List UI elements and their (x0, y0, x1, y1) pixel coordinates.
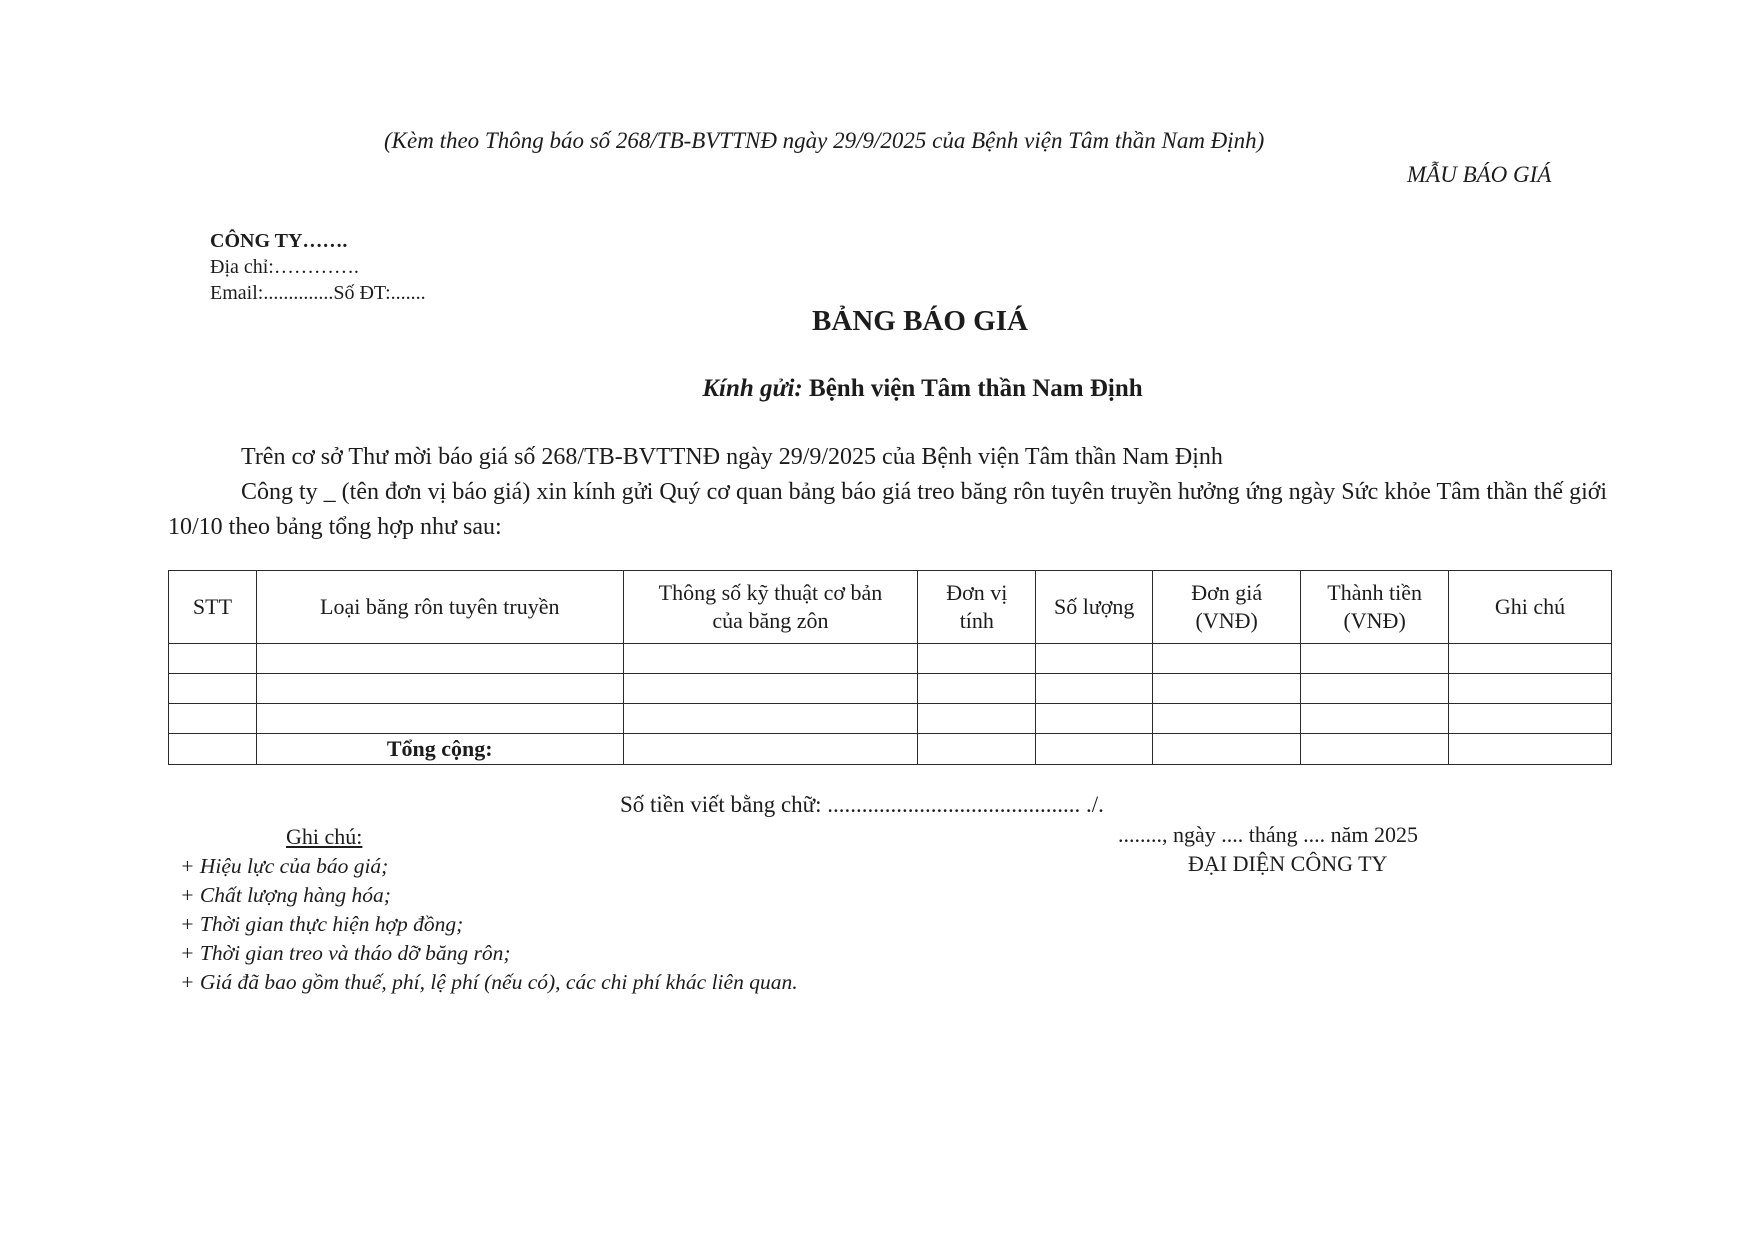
table-cell (623, 644, 918, 674)
table-cell (1153, 734, 1301, 765)
table-cell (1301, 674, 1449, 704)
table-cell (1449, 674, 1612, 704)
amount-in-words: Số tiền viết bằng chữ: ............................................ ./. (620, 792, 1104, 817)
list-item: + Giá đã bao gồm thuế, phí, lệ phí (nếu có), các chi phí khác liên quan. (180, 970, 798, 994)
table-cell (1153, 644, 1301, 674)
header-banner-type: Loại băng rôn tuyên truyền (256, 571, 623, 644)
table-row (169, 704, 1612, 734)
table-cell (256, 704, 623, 734)
table-cell (918, 674, 1036, 704)
document-title: BẢNG BÁO GIÁ (812, 305, 1028, 337)
header-amount: Thành tiền (VNĐ) (1301, 571, 1449, 644)
list-item: + Chất lượng hàng hóa; (180, 883, 391, 907)
intro-line-2: Công ty _ (tên đơn vị báo giá) xin kính gửi Quý cơ quan bảng báo giá treo băng rôn tuyên truyền hưởng ứng ngày Sức khỏe Tâm thần thế giới 10/10 theo bảng tổng hợp như sau: (168, 479, 1608, 540)
quote-table (168, 570, 1612, 765)
table-cell (256, 644, 623, 674)
signer-title: ĐẠI DIỆN CÔNG TY (1188, 851, 1388, 876)
intro-line-1: Trên cơ sở Thư mời báo giá số 268/TB-BVTTNĐ ngày 29/9/2025 của Bệnh viện Tâm thần Nam Định (241, 444, 1223, 470)
company-info (210, 228, 426, 306)
form-label: MẪU BÁO GIÁ (1407, 162, 1552, 187)
table-cell (1036, 644, 1153, 674)
table-cell (1449, 704, 1612, 734)
header-unit-price: Đơn giá (VNĐ) (1153, 571, 1301, 644)
list-item: + Hiệu lực của báo giá; (180, 854, 389, 878)
table-cell (1153, 704, 1301, 734)
notes-list (180, 852, 798, 997)
table-cell (918, 704, 1036, 734)
table-row (169, 644, 1612, 674)
company-contact: Email:..............Số ĐT:....... (210, 282, 426, 304)
table-cell (169, 704, 257, 734)
table-row (169, 674, 1612, 704)
table-cell (1301, 704, 1449, 734)
header-stt: STT (169, 571, 257, 644)
table-cell (169, 644, 257, 674)
table-cell (623, 704, 918, 734)
list-item: + Thời gian treo và tháo dỡ băng rôn; (180, 941, 511, 965)
table-cell (623, 674, 918, 704)
header-specs: Thông số kỹ thuật cơ bản của băng zôn (623, 571, 918, 644)
table-cell (1449, 644, 1612, 674)
attachment-note: (Kèm theo Thông báo số 268/TB-BVTTNĐ ngày 29/9/2025 của Bệnh viện Tâm thần Nam Định) (384, 128, 1265, 153)
header-unit: Đơn vị tính (918, 571, 1036, 644)
header-notes: Ghi chú (1449, 571, 1612, 644)
table-cell (169, 674, 257, 704)
table-cell (918, 644, 1036, 674)
table-cell (1036, 734, 1153, 765)
recipient-line (0, 375, 1755, 403)
recipient-label: Kính gửi: (702, 375, 803, 402)
list-item: + Thời gian thực hiện hợp đồng; (180, 912, 464, 936)
table-cell (1301, 644, 1449, 674)
date-line: ........, ngày .... tháng .... năm 2025 (1118, 822, 1419, 847)
notes-title: Ghi chú: (286, 824, 363, 849)
table-cell (169, 734, 257, 765)
table-cell (918, 734, 1036, 765)
table-header-row (169, 571, 1612, 644)
table-cell (1449, 734, 1612, 765)
total-label: Tổng cộng: (256, 734, 623, 765)
intro-paragraph (168, 440, 1608, 545)
table-cell (1036, 704, 1153, 734)
header-quantity: Số lượng (1036, 571, 1153, 644)
table-cell (1153, 674, 1301, 704)
table-cell (1036, 674, 1153, 704)
total-row (169, 734, 1612, 765)
recipient-name: Bệnh viện Tâm thần Nam Định (809, 375, 1143, 402)
table-cell (256, 674, 623, 704)
table-cell (1301, 734, 1449, 765)
company-address: Địa chỉ:…………. (210, 256, 359, 278)
company-name: CÔNG TY……. (210, 230, 348, 252)
table-cell (623, 734, 918, 765)
